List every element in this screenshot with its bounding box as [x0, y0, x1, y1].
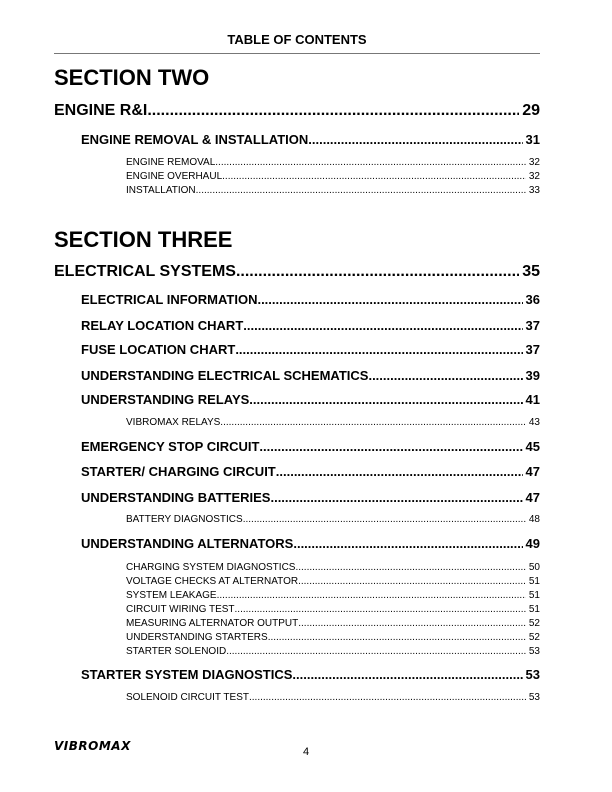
- dot-leader: [308, 132, 522, 148]
- header-divider: [54, 53, 540, 54]
- dot-leader: [298, 576, 526, 588]
- dot-leader: [259, 439, 522, 455]
- dot-leader: [249, 692, 526, 704]
- toc-entry-page-number: 50: [528, 562, 540, 573]
- toc-entry-page-number: 52: [528, 632, 540, 643]
- toc-entry-level-2[interactable]: [81, 536, 540, 552]
- toc-entry-page-number: 31: [525, 132, 540, 147]
- dot-leader: [270, 490, 522, 506]
- toc-entry-page-number: 37: [525, 342, 540, 357]
- dot-leader: [220, 417, 526, 429]
- toc-entry-label: UNDERSTANDING ELECTRICAL SCHEMATICS: [81, 368, 369, 383]
- toc-entry-label: CHARGING SYSTEM DIAGNOSTICS: [126, 562, 296, 573]
- toc-entry-label: STARTER SOLENOID: [126, 646, 227, 657]
- toc-entry-page-number: 51: [528, 604, 540, 615]
- toc-entry-label: EMERGENCY STOP CIRCUIT: [81, 439, 260, 454]
- toc-entry-level-3[interactable]: [126, 157, 540, 169]
- toc-entry-label: UNDERSTANDING BATTERIES: [81, 490, 271, 505]
- dot-leader: [243, 514, 526, 526]
- toc-entry-level-2[interactable]: [81, 132, 540, 148]
- dot-leader: [226, 646, 526, 658]
- toc-entry-label: MEASURING ALTERNATOR OUTPUT: [126, 618, 299, 629]
- toc-entry-page-number: 35: [522, 263, 540, 280]
- toc-entry-level-3[interactable]: [126, 562, 540, 574]
- toc-entry-label: BATTERY DIAGNOSTICS: [126, 514, 243, 525]
- toc-entry-page-number: 45: [525, 439, 540, 454]
- toc-entry-level-3[interactable]: [126, 576, 540, 588]
- toc-entry-label: ENGINE REMOVAL & INSTALLATION: [81, 132, 309, 147]
- toc-entry-label: ELECTRICAL INFORMATION: [81, 292, 258, 307]
- toc-entry-page-number: 36: [525, 292, 540, 307]
- toc-entry-page-number: 51: [528, 590, 540, 601]
- toc-entry-page-number: 32: [528, 157, 540, 168]
- dot-leader: [215, 157, 526, 169]
- dot-leader: [217, 590, 526, 602]
- toc-entry-label: ELECTRICAL SYSTEMS: [54, 263, 236, 280]
- toc-entry-level-3[interactable]: [126, 618, 540, 630]
- toc-entry-label: SOLENOID CIRCUIT TEST: [126, 692, 249, 703]
- toc-entry-label: INSTALLATION: [126, 185, 196, 196]
- toc-entry-level-3[interactable]: [126, 646, 540, 658]
- toc-entry-page-number: 37: [525, 318, 540, 333]
- toc-entry-level-3[interactable]: [126, 171, 540, 183]
- toc-entry-page-number: 29: [522, 102, 540, 119]
- dot-leader: [257, 292, 522, 308]
- dot-leader: [147, 101, 519, 121]
- toc-entry-page-number: 47: [525, 490, 540, 505]
- toc-entry-label: STARTER SYSTEM DIAGNOSTICS: [81, 667, 293, 682]
- toc-entry-label: VIBROMAX RELAYS: [126, 417, 221, 428]
- section-title: SECTION THREE: [54, 227, 233, 252]
- toc-entry-level-3[interactable]: [126, 514, 540, 526]
- dot-leader: [298, 618, 526, 630]
- toc-entry-label: STARTER/ CHARGING CIRCUIT: [81, 464, 276, 479]
- toc-entry-label: CIRCUIT WIRING TEST: [126, 604, 235, 615]
- toc-entry-level-2[interactable]: [81, 464, 540, 480]
- page-number: 4: [302, 746, 310, 758]
- toc-entry-level-1[interactable]: [54, 262, 540, 282]
- dot-leader: [292, 667, 522, 683]
- dot-leader: [293, 536, 522, 552]
- dot-leader: [295, 562, 525, 574]
- toc-entry-page-number: 47: [525, 464, 540, 479]
- page-header-title: TABLE OF CONTENTS: [227, 32, 367, 47]
- toc-entry-label: UNDERSTANDING RELAYS: [81, 392, 250, 407]
- dot-leader: [236, 262, 519, 282]
- toc-entry-level-2[interactable]: [81, 292, 540, 308]
- toc-entry-page-number: 53: [528, 692, 540, 703]
- toc-entry-page-number: 53: [525, 667, 540, 682]
- toc-entry-label: ENGINE R&I: [54, 102, 148, 119]
- toc-entry-page-number: 52: [528, 618, 540, 629]
- toc-entry-level-3[interactable]: [126, 692, 540, 704]
- toc-entry-label: ENGINE REMOVAL: [126, 157, 216, 168]
- dot-leader: [235, 342, 522, 358]
- toc-entry-page-number: 39: [525, 368, 540, 383]
- toc-entry-level-2[interactable]: [81, 392, 540, 408]
- toc-entry-label: UNDERSTANDING ALTERNATORS: [81, 536, 294, 551]
- toc-entry-label: FUSE LOCATION CHART: [81, 342, 236, 357]
- toc-entry-level-2[interactable]: [81, 667, 540, 683]
- toc-entry-level-1[interactable]: [54, 101, 540, 121]
- toc-entry-label: ENGINE OVERHAUL: [126, 171, 223, 182]
- vibromax-logo: VIBROMAX: [54, 739, 131, 753]
- toc-entry-level-2[interactable]: [81, 342, 540, 358]
- toc-entry-level-3[interactable]: [126, 417, 540, 429]
- toc-entry-level-3[interactable]: [126, 632, 540, 644]
- dot-leader: [276, 464, 523, 480]
- dot-leader: [235, 604, 526, 616]
- toc-entry-page-number: 51: [528, 576, 540, 587]
- toc-entry-level-3[interactable]: [126, 590, 540, 602]
- toc-entry-level-2[interactable]: [81, 439, 540, 455]
- toc-entry-level-2[interactable]: [81, 368, 540, 384]
- dot-leader: [222, 171, 526, 183]
- toc-entry-level-3[interactable]: [126, 604, 540, 616]
- toc-entry-label: VOLTAGE CHECKS AT ALTERNATOR: [126, 576, 299, 587]
- toc-entry-label: RELAY LOCATION CHART: [81, 318, 244, 333]
- section-title: SECTION TWO: [54, 65, 210, 90]
- toc-entry-page-number: 33: [528, 185, 540, 196]
- toc-entry-level-2[interactable]: [81, 318, 540, 334]
- dot-leader: [243, 318, 522, 334]
- toc-entry-label: UNDERSTANDING STARTERS: [126, 632, 268, 643]
- dot-leader: [368, 368, 522, 384]
- toc-entry-page-number: 48: [528, 514, 540, 525]
- toc-entry-page-number: 49: [525, 536, 540, 551]
- toc-entry-page-number: 41: [525, 392, 540, 407]
- dot-leader: [196, 185, 526, 197]
- toc-entry-label: SYSTEM LEAKAGE: [126, 590, 217, 601]
- toc-entry-level-3[interactable]: [126, 185, 540, 197]
- toc-entry-page-number: 32: [528, 171, 540, 182]
- toc-entry-level-2[interactable]: [81, 490, 540, 506]
- toc-entry-page-number: 43: [528, 417, 540, 428]
- dot-leader: [249, 392, 522, 408]
- dot-leader: [268, 632, 526, 644]
- toc-entry-page-number: 53: [528, 646, 540, 657]
